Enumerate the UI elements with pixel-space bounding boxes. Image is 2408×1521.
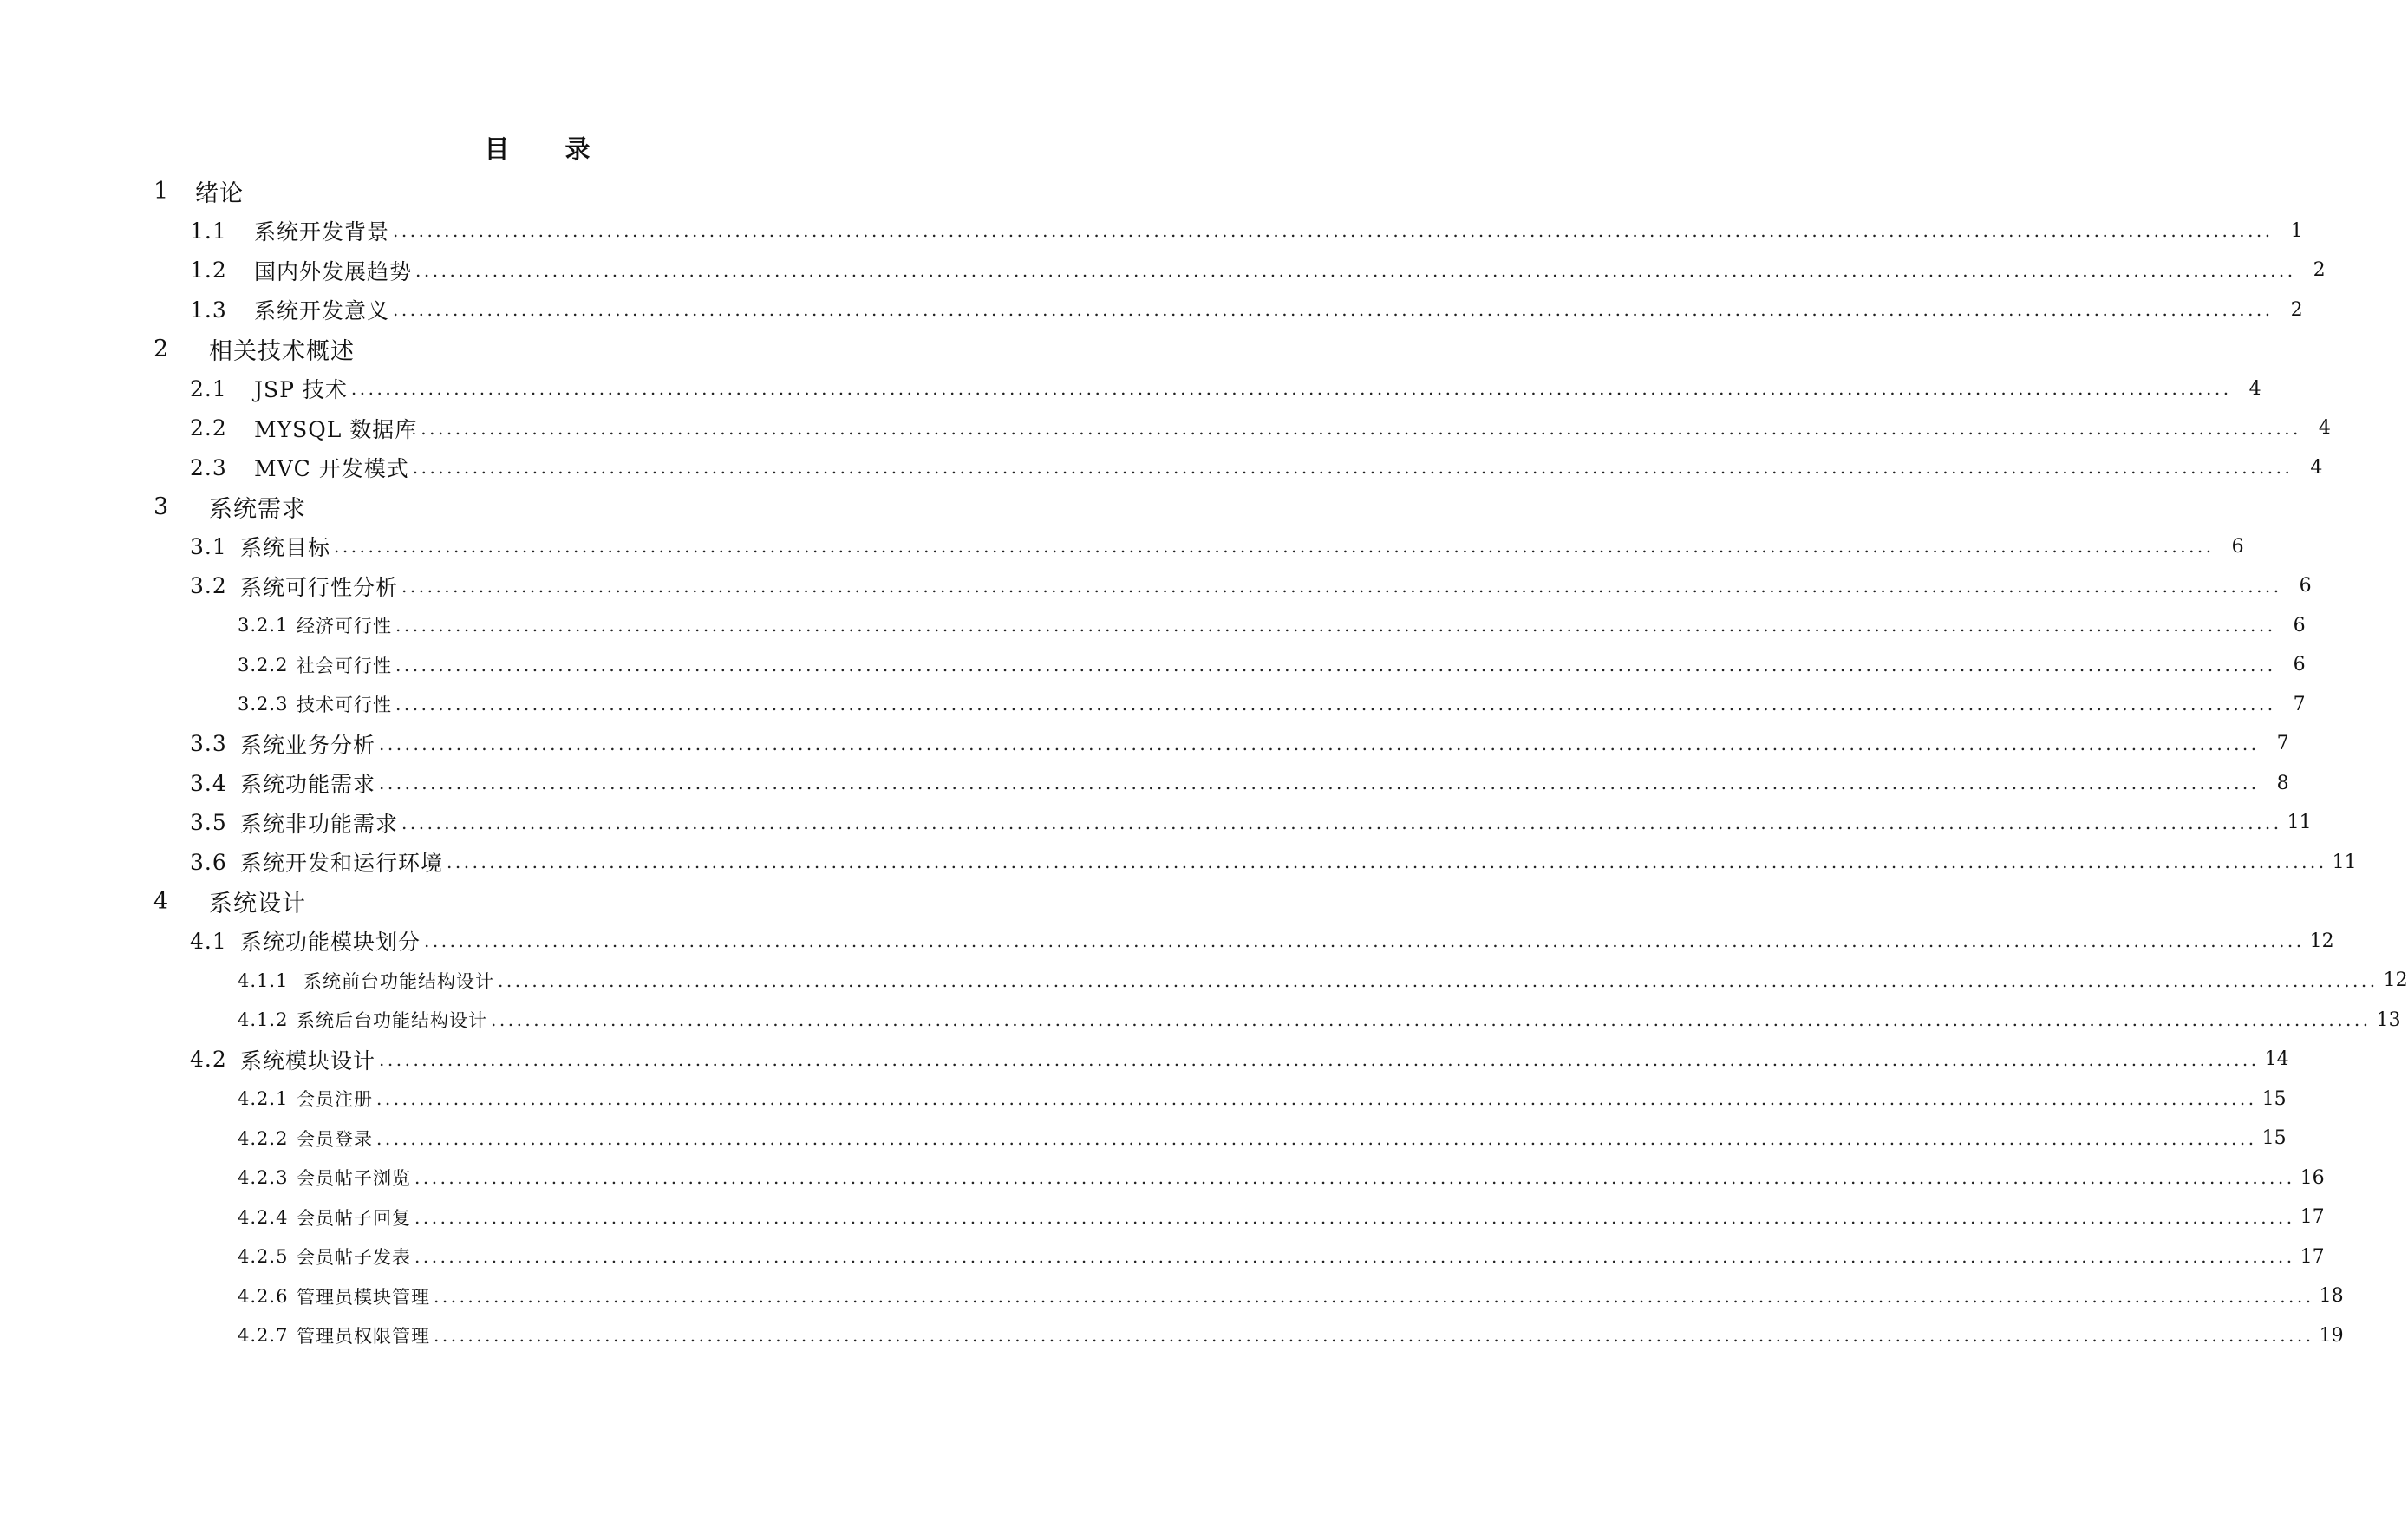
toc-entry-title: 系统模块设计 <box>240 1048 376 1074</box>
toc-heading-char-1: 目 <box>484 134 512 164</box>
toc-entry-number: 4.2.6 <box>238 1285 289 1307</box>
toc-subsection-entry[interactable] <box>0 1316 2344 1356</box>
toc-dot-leader: ............................................................................................................................................................................................................................ <box>401 812 2282 833</box>
toc-entry-title: 会员登录 <box>297 1128 373 1150</box>
toc-entry-number: 4.2 <box>190 1047 227 1073</box>
toc-section-entry[interactable] <box>0 1040 2289 1080</box>
toc-page-number: 4 <box>2318 417 2331 440</box>
toc-entry-number: 1.1 <box>190 218 227 244</box>
toc-dot-leader: ............................................................................................................................................................................................................................ <box>393 299 2274 321</box>
toc-entry-number: 4.2.5 <box>238 1246 289 1268</box>
toc-page-number: 7 <box>2293 693 2306 715</box>
toc-entry-title: MVC 开发模式 <box>254 456 409 482</box>
toc-dot-leader: ............................................................................................................................................................................................................................ <box>401 575 2282 597</box>
toc-entry-number: 3.5 <box>190 810 227 836</box>
toc-subsection-entry[interactable] <box>0 1237 2325 1277</box>
toc-dot-leader: ............................................................................................................................................................................................................................ <box>376 1127 2257 1149</box>
toc-page-number: 15 <box>2261 1087 2287 1110</box>
toc-dot-leader: ............................................................................................................................................................................................................................ <box>393 220 2274 242</box>
toc-page-number: 4 <box>2310 456 2323 479</box>
toc-entry-number: 3.6 <box>190 849 227 875</box>
toc-page-number: 14 <box>2264 1048 2289 1071</box>
toc-dot-leader: ............................................................................................................................................................................................................................ <box>376 1088 2257 1110</box>
toc-dot-leader: ............................................................................................................................................................................................................................ <box>491 1009 2372 1031</box>
toc-dot-leader: ............................................................................................................................................................................................................................ <box>421 417 2301 439</box>
toc-entry-title: 绪论 <box>195 180 244 208</box>
toc-dot-leader: ............................................................................................................................................................................................................................ <box>379 1048 2260 1070</box>
toc-section-entry[interactable] <box>0 408 2331 448</box>
toc-entry-number: 3.1 <box>190 533 227 559</box>
toc-subsection-entry[interactable] <box>0 645 2306 685</box>
toc-entry-number: 1 <box>153 178 169 206</box>
toc-dot-leader: ............................................................................................................................................................................................................................ <box>395 694 2276 715</box>
toc-entry-title: 系统目标 <box>240 535 331 561</box>
toc-page-number: 6 <box>2293 654 2306 676</box>
toc-page-number: 7 <box>2276 733 2289 755</box>
toc-dot-leader: ............................................................................................................................................................................................................................ <box>414 1206 2295 1228</box>
toc-page-number: 17 <box>2300 1245 2325 1268</box>
toc-entry-number: 3.3 <box>190 731 227 757</box>
toc-entry-number: 4.2.7 <box>238 1325 289 1347</box>
toc-entry-number: 1.2 <box>190 258 227 284</box>
toc-entry-number: 2.3 <box>190 454 227 480</box>
toc-section-entry[interactable] <box>0 448 2323 488</box>
toc-subsection-entry[interactable] <box>0 1080 2287 1120</box>
toc-subsection-entry[interactable] <box>0 606 2306 646</box>
toc-dot-leader: ............................................................................................................................................................................................................................ <box>379 733 2260 754</box>
toc-entry-title: 国内外发展趋势 <box>254 258 413 284</box>
toc-section-entry[interactable] <box>0 764 2289 804</box>
toc-entry-title: MYSQL 数据库 <box>254 416 418 442</box>
toc-dot-leader: ............................................................................................................................................................................................................................ <box>334 536 2215 558</box>
toc-chapter-entry[interactable] <box>0 330 1076 369</box>
toc-section-entry[interactable] <box>0 566 2312 606</box>
toc-dot-leader: ............................................................................................................................................................................................................................ <box>415 259 2296 281</box>
toc-dot-leader: ............................................................................................................................................................................................................................ <box>414 1246 2295 1268</box>
toc-subsection-entry[interactable] <box>0 1276 2344 1316</box>
toc-page-number: 2 <box>2290 298 2303 321</box>
toc-entry-number: 4.2.3 <box>238 1167 289 1189</box>
toc-section-entry[interactable] <box>0 527 2244 567</box>
toc-dot-leader: ............................................................................................................................................................................................................................ <box>434 1325 2314 1347</box>
toc-chapter-entry[interactable] <box>0 882 1076 922</box>
toc-section-entry[interactable] <box>0 251 2326 290</box>
toc-subsection-entry[interactable] <box>0 1159 2325 1198</box>
toc-entry-number: 1.3 <box>190 297 227 323</box>
toc-entry-number: 3.4 <box>190 770 227 796</box>
toc-section-entry[interactable] <box>0 212 2303 251</box>
toc-subsection-entry[interactable] <box>0 1001 2401 1041</box>
toc-page-number: 6 <box>2293 614 2306 636</box>
toc-entry-title: 系统功能需求 <box>240 772 376 798</box>
toc-entry-number: 2.2 <box>190 415 227 441</box>
toc-subsection-entry[interactable] <box>0 961 2408 1001</box>
toc-entry-title: 经济可行性 <box>297 616 392 637</box>
toc-entry-title: 管理员权限管理 <box>297 1326 430 1348</box>
toc-page-number: 12 <box>2383 969 2408 992</box>
toc-subsection-entry[interactable] <box>0 685 2306 725</box>
toc-entry-title: 技术可行性 <box>297 695 392 716</box>
toc-entry-title: 系统后台功能结构设计 <box>297 1010 487 1032</box>
toc-chapter-entry[interactable] <box>0 172 1076 212</box>
toc-page-number: 19 <box>2319 1324 2344 1347</box>
toc-heading <box>0 130 1076 166</box>
toc-page-number: 6 <box>2231 535 2244 558</box>
toc-page-number: 4 <box>2248 377 2261 400</box>
toc-entry-number: 3.2.3 <box>238 694 289 715</box>
toc-page-number: 15 <box>2261 1127 2287 1150</box>
toc-entry-title: 会员注册 <box>297 1089 373 1111</box>
toc-dot-leader: ............................................................................................................................................................................................................................ <box>395 654 2276 676</box>
toc-entry-title: 社会可行性 <box>297 655 392 676</box>
toc-entry-title: 会员帖子回复 <box>297 1207 411 1229</box>
toc-subsection-entry[interactable] <box>0 1198 2325 1237</box>
table-of-contents <box>0 172 2408 1355</box>
toc-page-number: 12 <box>2309 930 2334 952</box>
toc-section-entry[interactable] <box>0 724 2289 764</box>
toc-entry-title: 系统设计 <box>209 891 306 918</box>
toc-dot-leader: ............................................................................................................................................................................................................................ <box>424 930 2305 952</box>
toc-entry-number: 4 <box>153 888 169 916</box>
toc-page-number: 2 <box>2313 259 2326 282</box>
toc-entry-number: 4.1.2 <box>238 1009 289 1031</box>
toc-entry-title: 系统前台功能结构设计 <box>303 970 494 992</box>
toc-heading-char-2: 录 <box>564 134 592 164</box>
toc-entry-title: 系统业务分析 <box>240 732 376 758</box>
toc-entry-title: 系统开发意义 <box>254 298 390 324</box>
toc-chapter-entry[interactable] <box>0 487 1076 527</box>
toc-dot-leader: ............................................................................................................................................................................................................................ <box>498 969 2379 991</box>
toc-dot-leader: ............................................................................................................................................................................................................................ <box>395 615 2276 636</box>
toc-page-number: 11 <box>2332 851 2357 873</box>
toc-section-entry[interactable] <box>0 803 2312 843</box>
toc-dot-leader: ............................................................................................................................................................................................................................ <box>434 1285 2314 1307</box>
toc-page-number: 8 <box>2276 772 2289 794</box>
toc-entry-title: 相关技术概述 <box>209 338 355 366</box>
toc-entry-title: 会员帖子发表 <box>297 1247 411 1269</box>
toc-entry-number: 3 <box>153 493 169 521</box>
toc-entry-number: 3.2 <box>190 573 227 599</box>
toc-entry-number: 4.2.4 <box>238 1206 289 1228</box>
toc-entry-number: 2 <box>153 336 169 363</box>
toc-dot-leader: ............................................................................................................................................................................................................................ <box>350 378 2232 400</box>
toc-entry-title: 会员帖子浏览 <box>297 1168 411 1190</box>
toc-entry-title: 系统功能模块划分 <box>240 930 421 956</box>
toc-entry-number: 2.1 <box>190 375 227 401</box>
toc-entry-number: 4.1.1 <box>238 969 289 991</box>
toc-entry-title: 系统开发和运行环境 <box>240 851 444 877</box>
toc-dot-leader: ............................................................................................................................................................................................................................ <box>447 852 2327 873</box>
toc-entry-title: 管理员模块管理 <box>297 1286 430 1308</box>
toc-dot-leader: ............................................................................................................................................................................................................................ <box>412 457 2294 479</box>
toc-subsection-entry[interactable] <box>0 1119 2287 1159</box>
toc-page-number: 17 <box>2300 1206 2325 1229</box>
toc-section-entry[interactable] <box>0 369 2261 409</box>
toc-entry-number: 4.2.2 <box>238 1127 289 1149</box>
toc-section-entry[interactable] <box>0 843 2357 883</box>
toc-section-entry[interactable] <box>0 290 2303 330</box>
toc-entry-title: 系统需求 <box>209 496 306 524</box>
toc-entry-number: 4.2.1 <box>238 1088 289 1110</box>
toc-entry-title: 系统非功能需求 <box>240 811 399 837</box>
toc-page-number: 18 <box>2319 1285 2344 1308</box>
toc-entry-title: 系统可行性分析 <box>240 574 399 600</box>
toc-dot-leader: ............................................................................................................................................................................................................................ <box>414 1167 2295 1189</box>
toc-entry-number: 3.2.2 <box>238 654 289 676</box>
toc-page-number: 11 <box>2287 812 2312 834</box>
toc-entry-number: 4.1 <box>190 928 227 954</box>
toc-page-number: 6 <box>2299 575 2312 597</box>
toc-dot-leader: ............................................................................................................................................................................................................................ <box>379 773 2260 794</box>
toc-section-entry[interactable] <box>0 922 2334 962</box>
toc-entry-title: JSP 技术 <box>254 377 348 403</box>
toc-entry-title: 系统开发背景 <box>254 219 390 245</box>
toc-page-number: 13 <box>2376 1009 2401 1031</box>
toc-entry-number: 3.2.1 <box>238 615 289 636</box>
toc-page-number: 1 <box>2290 219 2303 242</box>
toc-page-number: 16 <box>2300 1166 2325 1189</box>
